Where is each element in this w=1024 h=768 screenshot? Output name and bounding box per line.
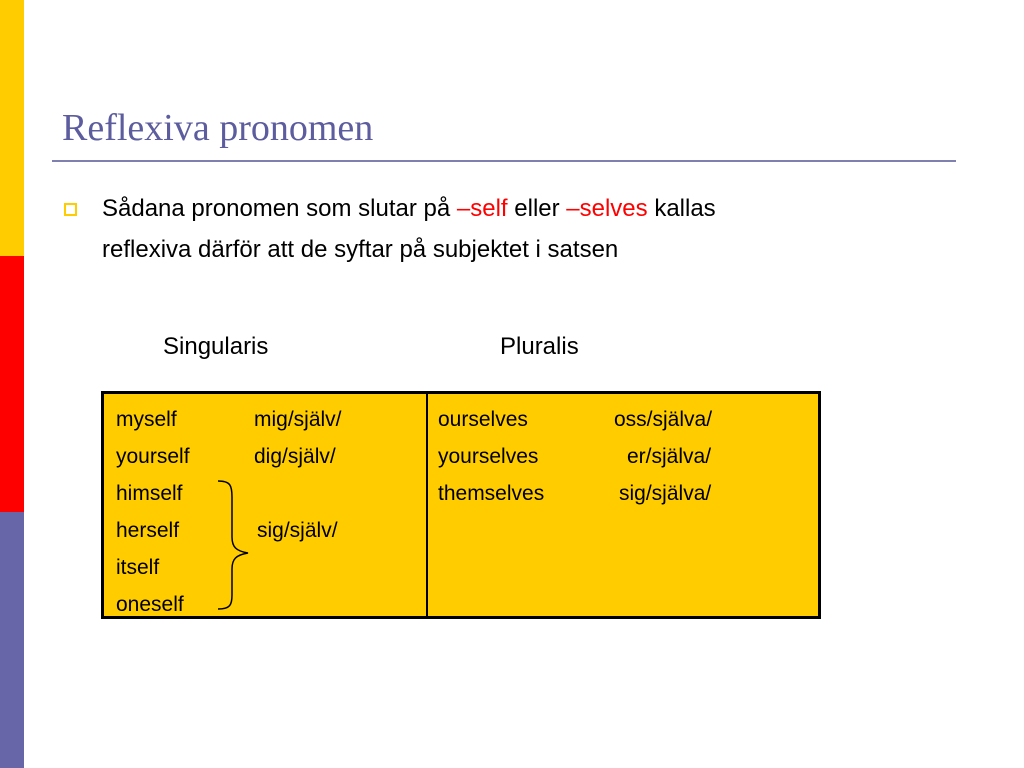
title-underline bbox=[52, 160, 956, 162]
pronoun-swedish: dig/själv/ bbox=[254, 445, 336, 468]
bullet-text-part: kallas bbox=[647, 195, 716, 222]
singular-cell bbox=[104, 394, 428, 616]
bullet-line-2: reflexiva därför att de syftar på subjektet i satsen bbox=[102, 236, 619, 263]
pronoun-swedish: mig/själv/ bbox=[254, 408, 342, 431]
plural-cell bbox=[428, 394, 818, 616]
pronoun-english: myself bbox=[116, 408, 177, 431]
pronoun-swedish: sig/själva/ bbox=[619, 482, 712, 505]
bullet-text bbox=[102, 188, 964, 270]
accent-segment-blue bbox=[0, 512, 24, 768]
pronoun-english: herself bbox=[116, 519, 180, 542]
bullet-point bbox=[64, 188, 964, 270]
pronoun-english: oneself bbox=[116, 593, 184, 616]
bullet-line-1 bbox=[102, 188, 964, 229]
curly-brace-icon bbox=[216, 479, 260, 611]
pronoun-english: yourself bbox=[116, 445, 190, 468]
accent-bar bbox=[0, 0, 24, 768]
suffix-self: –self bbox=[456, 195, 508, 222]
pronoun-swedish: sig/själv/ bbox=[257, 519, 338, 542]
singular-header: Singularis bbox=[163, 333, 269, 360]
pronoun-english: himself bbox=[116, 482, 183, 505]
pronoun-swedish: er/själva/ bbox=[627, 445, 712, 468]
pronoun-english: yourselves bbox=[438, 445, 539, 468]
pronoun-english: itself bbox=[116, 556, 160, 579]
pronoun-table bbox=[101, 391, 821, 619]
accent-segment-yellow bbox=[0, 0, 24, 256]
suffix-selves: –selves bbox=[566, 195, 648, 222]
bullet-text-part: Sådana pronomen som slutar på bbox=[102, 195, 457, 222]
accent-segment-red bbox=[0, 256, 24, 512]
slide-title: Reflexiva pronomen bbox=[62, 107, 374, 149]
bullet-text-part: eller bbox=[507, 195, 567, 222]
plural-header: Pluralis bbox=[500, 333, 579, 360]
pronoun-english: ourselves bbox=[438, 408, 528, 431]
square-bullet-icon bbox=[64, 203, 77, 216]
pronoun-english: themselves bbox=[438, 482, 545, 505]
pronoun-swedish: oss/själva/ bbox=[614, 408, 713, 431]
